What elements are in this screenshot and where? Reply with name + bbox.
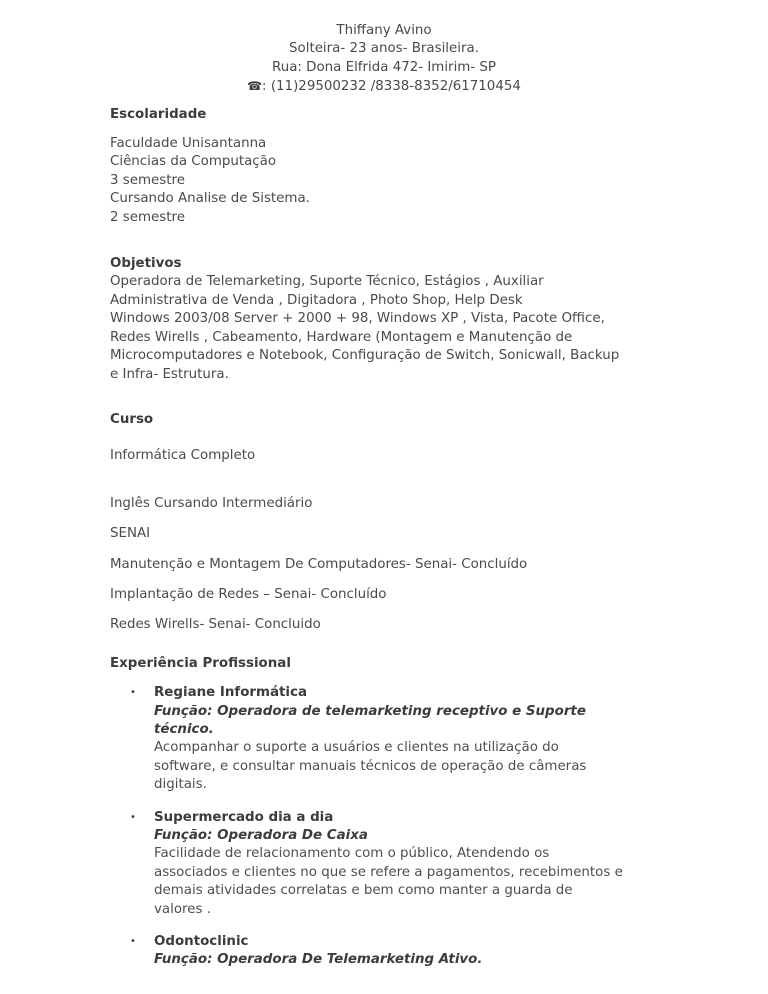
- candidate-name: Thiffany Avino: [336, 23, 432, 38]
- escolaridade-line: 3 semestre: [110, 172, 185, 188]
- escolaridade-line: Cursando Analise de Sistema.: [110, 191, 310, 207]
- curso-item: Informática Completo: [110, 448, 256, 464]
- job-description: demais atividades correlatas e bem como manter a guarda de: [154, 883, 573, 899]
- objetivos-line: Microcomputadores e Notebook, Configuração de Switch, Sonicwall, Backup: [110, 348, 620, 364]
- section-title-escolaridade: Escolaridade: [110, 106, 207, 122]
- resume-header: [110, 22, 658, 97]
- curso-item: SENAI: [110, 526, 151, 542]
- bullet-icon: •: [130, 811, 136, 823]
- job-description: valores .: [154, 901, 211, 917]
- section-title-experiencia: Experiência Profissional: [110, 655, 291, 671]
- personal-info: Solteira- 23 anos- Brasileira.: [289, 41, 479, 57]
- resume-document: [110, 22, 670, 970]
- curso-item: Inglês Cursando Intermediário: [110, 495, 313, 511]
- job-description: associados e clientes no que se refere a pagamentos, recebimentos e: [154, 864, 623, 880]
- experience-item: [132, 684, 684, 794]
- objetivos-line: Redes Wirells , Cabeamento, Hardware (Montagem e Manutenção de: [110, 329, 573, 345]
- objetivos-content: [110, 273, 670, 383]
- experience-item: [132, 809, 684, 919]
- curso-item: Redes Wirells- Senai- Concluido: [110, 617, 321, 633]
- job-role: Função: Operadora De Caixa: [154, 828, 368, 843]
- bullet-icon: •: [130, 687, 136, 699]
- escolaridade-content: [110, 135, 670, 227]
- objetivos-line: Administrativa de Venda , Digitadora , Photo Shop, Help Desk: [110, 292, 523, 308]
- phone-numbers: : (11)29500232 /8338-8352/61710454: [262, 79, 521, 95]
- job-description: Acompanhar o suporte a usuários e clientes na utilização do: [154, 740, 559, 756]
- experience-list: [110, 684, 670, 970]
- job-description: software, e consultar manuais técnicos de operação de câmeras: [154, 758, 587, 774]
- experience-item: [132, 933, 684, 970]
- objetivos-line: e Infra- Estrutura.: [110, 366, 229, 382]
- address: Rua: Dona Elfrida 472- Imirim- SP: [272, 59, 496, 75]
- curso-item: Implantação de Redes – Senai- Concluído: [110, 586, 387, 602]
- objetivos-line: Operadora de Telemarketing, Suporte Técnico, Estágios , Auxiliar: [110, 274, 544, 290]
- telephone-icon: ☎: [247, 79, 263, 94]
- curso-item: Manutenção e Montagem De Computadores- Senai- Concluído: [110, 556, 528, 572]
- job-role: técnico.: [154, 721, 214, 737]
- escolaridade-line: Faculdade Unisantanna: [110, 136, 267, 152]
- job-description: Facilidade de relacionamento com o público, Atendendo os: [154, 846, 550, 862]
- job-description: digitais.: [154, 777, 207, 793]
- company-name: Supermercado dia a dia: [154, 809, 334, 825]
- objetivos-line: Windows 2003/08 Server + 2000 + 98, Windows XP , Vista, Pacote Office,: [110, 311, 605, 327]
- company-name: Regiane Informática: [154, 685, 307, 701]
- job-role: Função: Operadora de telemarketing receptivo e Suporte: [154, 703, 586, 719]
- bullet-icon: •: [130, 936, 136, 948]
- job-role: Função: Operadora De Telemarketing Ativo.: [154, 952, 483, 968]
- escolaridade-line: 2 semestre: [110, 209, 185, 225]
- company-name: Odontoclinic: [154, 934, 249, 950]
- phone-line: [110, 77, 658, 96]
- escolaridade-line: Ciências da Computação: [110, 154, 277, 170]
- section-title-objetivos: Objetivos: [110, 256, 182, 272]
- section-title-curso: Curso: [110, 411, 154, 427]
